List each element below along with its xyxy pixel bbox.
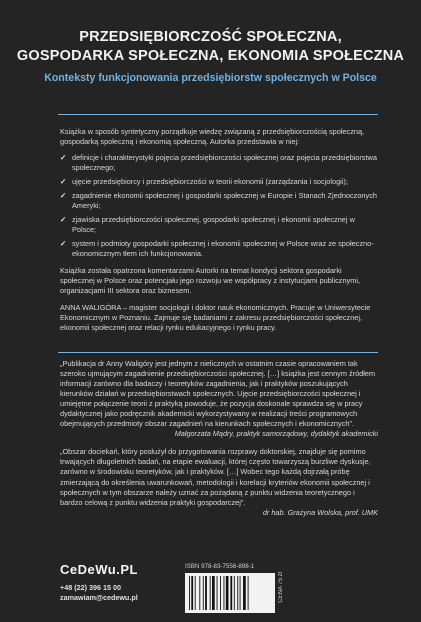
title-line-1: PRZEDSIĘBIORCZOŚĆ SPOŁECZNA, xyxy=(79,29,342,45)
publisher-logo: CeDeWu.PL xyxy=(60,562,138,577)
review-attribution-1: Małgorzata Mądry, praktyk samorządowy, dydaktyk akademicki xyxy=(174,429,378,439)
checkmark-icon: ✓ xyxy=(60,153,67,163)
title-line-2: GOSPODARKA SPOŁECZNA, EKONOMIA SPOŁECZNA xyxy=(16,48,405,64)
topic-text: ujęcie przedsiębiorcy i przedsiębiorczości w teorii ekonomii (zarządzania i socjologii); xyxy=(72,177,348,187)
reviews-section xyxy=(60,359,378,518)
topic-text: zagadnienie ekonomii społecznej i gospodarki społecznej w Europie i Stanach Zjednoczonych Ameryki; xyxy=(72,191,377,211)
topic-item xyxy=(60,239,378,259)
topic-item xyxy=(60,177,378,187)
checkmark-icon: ✓ xyxy=(60,239,67,249)
topic-text: zjawiska przedsiębiorczości społecznej, gospodarki społecznej i ekonomii społecznej w Polsce; xyxy=(72,215,355,235)
topic-item xyxy=(60,191,378,211)
author-bio-text: – magister socjologii i doktor nauk ekonomicznych. Pracuje w Uniwersytecie Ekonomicznym w Poznaniu. Zajmuje się badaniami z zakresu przedsiębiorczości społecznej, ekonomii społecznej oraz relacji rynku edukacyjnego i rynku pracy. xyxy=(60,302,371,332)
barcode-number: 9 788375 568981 xyxy=(209,613,251,619)
review-quote-1: „Publikacja dr Anny Waligóry jest jednym z nielicznych w ostatnim czasie opracowaniem tak szeroko ujmującym zagadnienie przedsiębiorczości społecznej. […] książka jest cennym źródłem informacji zarówno dla badaczy i teoretyków zagadnienia, jak i praktyków poszukujących kierunków działań w przedsiębiorstwach społecznych. Ujęcie przedsiębiorczości społecznej i umiejętne połączenie teorii z praktyką powoduje, że pozycja doskonale sprawdza się w pracy dydaktycznej jako podręcznik akademicki wykorzystywany w realizacji treści programowych obejmujących przedmioty obszar zagadnień na kierunkach społecznych i ekonomicznych”. xyxy=(60,359,376,429)
checkmark-icon: ✓ xyxy=(60,191,67,201)
author-name: ANNA WALIGÓRA xyxy=(60,302,121,312)
publisher-email: zamawiam@cedewu.pl xyxy=(60,593,138,602)
book-subtitle: Konteksty funkcjonowania przedsiębiorstw społecznych w Polsce xyxy=(44,72,377,84)
topic-text: definicje i charakterystyki pojęcia przedsiębiorczości społecznej oraz pojęcia przedsiębiorstwa społecznego; xyxy=(72,153,377,173)
review-attribution-2: dr hab. Grażyna Wolska, prof. UMK xyxy=(262,507,378,517)
book-title xyxy=(0,28,421,66)
middle-divider xyxy=(58,352,378,353)
topic-item xyxy=(60,153,378,173)
description-closing: Książka została opatrzona komentarzami Autorki na temat kondycji sektora gospodarki społecznej w Polsce oraz potencjału jego rozwoju we współpracy z instytucjami publicznymi, organizacjami III sektora oraz biznesem. xyxy=(60,265,361,295)
checkmark-icon: ✓ xyxy=(60,215,67,225)
topic-item xyxy=(60,215,378,235)
barcode xyxy=(185,573,275,613)
price-label: CENA 75 zł xyxy=(278,572,284,603)
description-intro: Książka w sposób syntetyczny porządkuje wiedzę związaną z przedsiębiorczością społeczną, gospodarką społeczną i ekonomią społeczną. Autorka przedstawia w niej: xyxy=(60,127,365,147)
publisher-phone: +48 (22) 396 15 00 xyxy=(60,583,121,592)
review-quote-2: „Obszar dociekań, który posłużył do przygotowania rozprawy doktorskiej, znajduje się pomimo trwających długoletnich badań, na etapie ewaluacji, której często towarzyszą burzliwe dyskusje, zarówno w środowisku teoretyków, jak i praktyków. […] Wobec tego każdą dojrzałą próbę zmierzającą do określenia uwarunkowań, metodologii i korelacji kryteriów ekonomii społecznej i społecznych w tym obszarze należy uznać za pożądaną z punktu widzenia teoretycznego i bardzo celową z punktu widzenia praktyki gospodarczej”. xyxy=(60,447,371,507)
publisher-contact xyxy=(60,583,138,603)
topic-text: system i podmioty gospodarki społecznej i ekonomii społecznej w Polsce wraz ze społeczno-ekonomicznym tłem ich funkcjonowania. xyxy=(72,239,374,259)
checkmark-icon: ✓ xyxy=(60,177,67,187)
topics-list xyxy=(60,153,378,259)
isbn-label: ISBN 978-83-7556-898-1 xyxy=(185,563,255,570)
description-section xyxy=(60,127,378,333)
author-bio xyxy=(60,303,378,333)
top-divider xyxy=(58,114,378,115)
